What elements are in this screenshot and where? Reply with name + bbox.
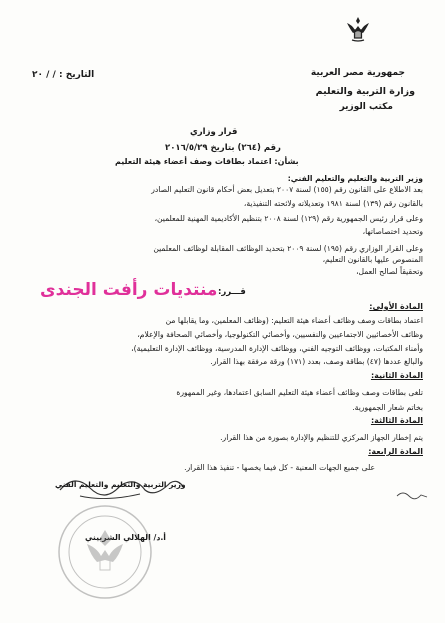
signature-name: أ.د/ الهلالي الشربيني [85, 533, 166, 542]
preamble-line: بالقانون رقم (١٣٩) لسنة ١٩٨١ وتعديلاته ولائحته التنفيذية، [243, 199, 423, 208]
marginal-initials [395, 488, 430, 502]
forum-watermark: منتديات رأفت الجندى [40, 280, 218, 300]
decree-title: قرار وزاري [190, 127, 238, 137]
office-name: مكتب الوزير [339, 102, 393, 112]
decree-number: رقم (٢٦٤) بتاريخ ٢٠١٦/٥/٢٩ [165, 143, 281, 153]
preamble-line: المنصوص عليها بالقانون التعليم، [322, 255, 423, 264]
article-heading: المادة الثانية: [370, 371, 423, 380]
decree-subject: بشأن: اعتماد بطاقات وصف أعضاء هيئة التعليم [115, 157, 299, 166]
article-line: على جميع الجهات المعنية - كل فيما يخصها - تنفيذ هذا القرار. [184, 463, 375, 472]
article-heading: المادة الرابعة: [368, 447, 423, 456]
article-heading: المادة الأولى: [369, 302, 423, 311]
preamble-line: بعد الاطلاع على القانون رقم (١٥٥) لسنة ٢٠٠٧ بتعديل بعض أحكام قانون التعليم الصادر [151, 185, 423, 194]
article-line: يتم إخطار الجهاز المركزي للتنظيم والإدارة بصورة من هذا القرار. [220, 433, 423, 442]
preamble-line: وتحقيقاً لصالح العمل، [356, 267, 423, 276]
preamble-line: وتحديد اختصاصاتها، [362, 227, 423, 236]
article-line: تلغى بطاقات وصف وظائف أعضاء هيئة التعليم السابق اعتمادها، وغير الممهورة [176, 388, 423, 397]
date-label: التاريخ : / / ٢٠ [32, 70, 95, 80]
signature-title: وزير التربية والتعليم والتعليم الفني [55, 480, 186, 489]
preamble-line: وعلى قرار رئيس الجمهورية رقم (١٢٩) لسنة ٢٠٠٨ بتنظيم الأكاديمية المهنية للمعلمين، [154, 214, 423, 223]
article-line: اعتماد بطاقات وصف وظائف أعضاء هيئة التعليم: (وظائف المعلمين، وما يقابلها من [165, 316, 423, 325]
decided-label: قـــرر: [218, 287, 246, 297]
ministry-name: وزارة التربية والتعليم [315, 86, 415, 97]
eagle-emblem-icon [345, 15, 371, 43]
official-seal [55, 500, 155, 605]
article-line: وأمناء المكتبات، ووظائف التوجيه الفني، ووظائف الإدارة المدرسية، ووظائف الإدارة التعليمية)، [131, 344, 423, 353]
article-line: والبالغ عددها (٤٧) بطاقة وصف، بعدد (١٧١) ورقة مرفقة بهذا القرار. [210, 357, 423, 366]
article-line: بخاتم شعار الجمهورية. [352, 403, 423, 412]
article-line: وظائف الأخصائيين الاجتماعيين والنفسيين، وأخصائي التكنولوجيا، وأخصائي الصحافة والإعلام، [137, 330, 423, 339]
preamble-line: وعلى القرار الوزاري رقم (١٩٥) لسنة ٢٠٠٩ بتحديد الوظائف المقابلة لوظائف المعلمين [153, 244, 423, 253]
republic-name: جمهورية مصر العربية [310, 68, 405, 78]
preamble-line: وزير التربية والتعليم والتعليم الفني: [287, 174, 423, 183]
article-heading: المادة الثالثة: [370, 416, 423, 425]
